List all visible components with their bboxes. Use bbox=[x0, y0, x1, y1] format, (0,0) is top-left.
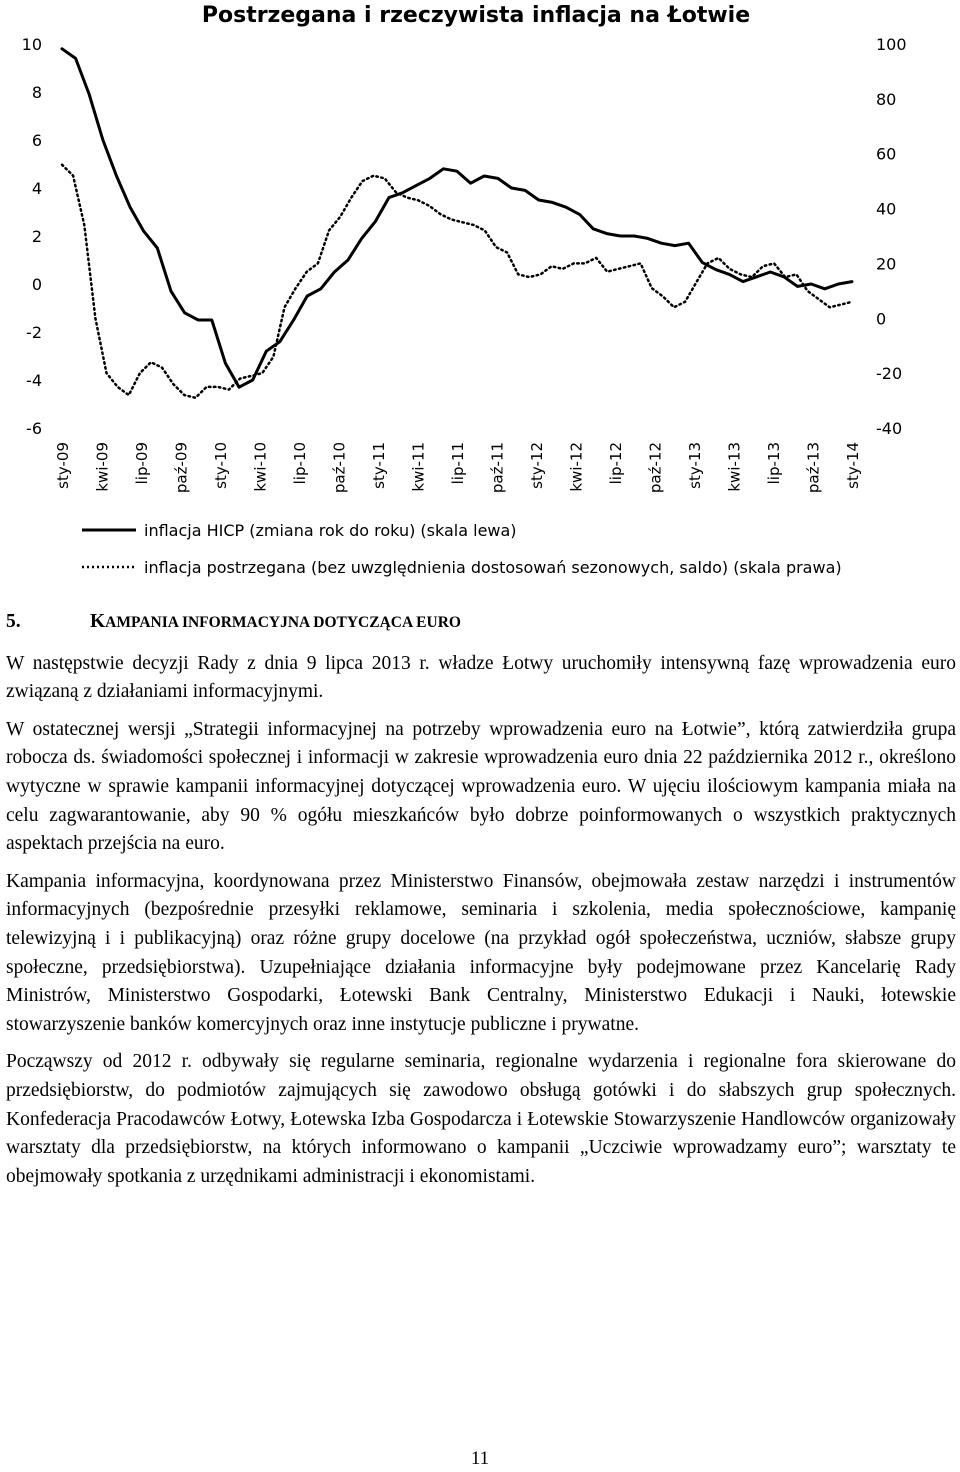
x-tick-label: paź-11 bbox=[488, 442, 507, 494]
left-tick-label: 10 bbox=[21, 35, 42, 54]
x-axis bbox=[54, 442, 862, 493]
right-tick-label: 80 bbox=[876, 89, 897, 109]
x-tick-label: sty-13 bbox=[686, 442, 704, 489]
x-tick-label: sty-14 bbox=[844, 442, 862, 489]
legend-label-hicp: inflacja HICP (zmiana rok do roku) (skala lewa) bbox=[144, 521, 517, 540]
section-title-rest: AMPANIA INFORMACYJNA DOTYCZĄCA EURO bbox=[105, 614, 461, 631]
x-tick-label: kwi-12 bbox=[567, 442, 586, 492]
right-tick-label: 0 bbox=[876, 309, 887, 329]
right-tick-label: 100 bbox=[876, 35, 907, 54]
left-axis bbox=[22, 35, 42, 438]
x-tick-label: kwi-11 bbox=[409, 442, 428, 492]
x-tick-label: sty-11 bbox=[370, 442, 388, 489]
page-number: 11 bbox=[470, 1448, 490, 1469]
x-tick-label: lip-09 bbox=[133, 442, 151, 485]
right-tick-label: -20 bbox=[876, 364, 903, 384]
paragraph-1: W następstwie decyzji Rady z dnia 9 lipca 2013 r. władze Łotwy uruchomiły intensywną fazę wprowadzenia euro związaną z działaniami informacyjnymi. bbox=[6, 652, 956, 703]
document-body bbox=[6, 608, 956, 1200]
left-tick-label: 4 bbox=[31, 179, 42, 198]
x-tick-label: paź-12 bbox=[646, 442, 665, 494]
left-tick-label: 6 bbox=[31, 131, 42, 150]
left-tick-label: 0 bbox=[31, 275, 42, 294]
series-layer bbox=[62, 49, 852, 398]
chart-title: Postrzegana i rzeczywista inflacja na Łotwie bbox=[201, 3, 751, 28]
section-title-first: K bbox=[90, 611, 106, 632]
paragraph-3: Kampania informacyjna, koordynowana przez Ministerstwo Finansów, obejmowała zestaw narzędzi i instrumentów informacyjnych (bezpośrednie przesyłki reklamowe, seminaria i szkolenia, media społecznościowe, kampanię telewizyjną i i publikacyjną) oraz różne grupy docelowe (na przykład ogół społeczeństwa, uczniów, słabsze grupy społeczne, przedsiębiorstwa). Uzupełniające działania informacyjne były podejmowane przez Kancelarię Rady Ministrów, Ministerstwo Gospodarki, Łotewski Bank Centralny, Ministerstwo Edukacji i Nauki, łotewskie stowarzyszenie banków komercyjnych oraz inne instytucje publiczne i prywatne. bbox=[6, 870, 956, 1035]
x-tick-label: sty-10 bbox=[212, 442, 230, 489]
legend-label-perceived: inflacja postrzegana (bez uwzględnienia dostosowań sezonowych, saldo) (skala prawa) bbox=[144, 558, 842, 577]
x-tick-label: kwi-13 bbox=[725, 442, 744, 492]
x-tick-label: paź-09 bbox=[172, 442, 191, 494]
left-tick-label: 2 bbox=[31, 227, 42, 246]
series-line-perceived bbox=[62, 165, 852, 398]
x-tick-label: sty-09 bbox=[54, 442, 72, 489]
right-axis bbox=[876, 35, 907, 438]
x-tick-label: kwi-09 bbox=[93, 442, 112, 492]
paragraph-4: Począwszy od 2012 r. odbywały się regularne seminaria, regionalne wydarzenia i regionalne fora skierowane do przedsiębiorstw, do podmiotów zajmujących się zawodowo obsługą gotówki i do słabszych grup społecznych. Konfederacja Pracodawców Łotwy, Łotewska Izba Gospodarcza i Łotewskie Stowarzyszenie Handlowców organizowały warsztaty dla przedsiębiorstw, na których informowano o kampanii „Uczciwie wprowadzamy euro”; warsztaty te obejmowały spotkania z urzędnikami administracji i ekonomistami. bbox=[6, 1051, 956, 1187]
right-tick-label: 20 bbox=[876, 254, 897, 274]
left-tick-label: -4 bbox=[26, 371, 42, 390]
x-tick-label: kwi-10 bbox=[251, 442, 270, 492]
paragraph-2: W ostatecznej wersji „Strategii informacyjnej na potrzeby wprowadzenia euro na Łotwie”, którą zatwierdziła grupa robocza ds. świadomości społecznej i informacji w zakresie wprowadzenia euro dnia 22 października 2012 r., określono wytyczne w sprawie kampanii informacyjnej dotyczącej wprowadzenia euro. W ujęciu ilościowym kampania miała na celu zagwarantowanie, aby 90 % ogółu mieszkańców było dobrze poinformowanych o wszystkich praktycznych aspektach przejścia na euro. bbox=[6, 718, 956, 855]
right-tick-label: -40 bbox=[876, 419, 903, 438]
x-tick-label: sty-12 bbox=[528, 442, 546, 489]
x-tick-label: lip-12 bbox=[607, 442, 625, 485]
left-tick-label: -6 bbox=[26, 419, 42, 438]
section-number: 5. bbox=[6, 611, 21, 632]
right-tick-label: 40 bbox=[876, 199, 897, 219]
legend bbox=[82, 521, 842, 577]
x-tick-label: lip-11 bbox=[449, 442, 467, 485]
x-tick-label: lip-13 bbox=[765, 442, 783, 485]
left-tick-label: -2 bbox=[26, 323, 42, 342]
section-heading bbox=[6, 608, 956, 638]
left-tick-label: 8 bbox=[31, 83, 42, 102]
x-tick-label: lip-10 bbox=[291, 442, 309, 485]
series-line-hicp bbox=[62, 49, 852, 387]
x-tick-label: paź-13 bbox=[804, 442, 823, 494]
right-tick-label: 60 bbox=[876, 144, 897, 164]
x-tick-label: paź-10 bbox=[330, 442, 349, 494]
inflation-chart bbox=[0, 0, 960, 590]
